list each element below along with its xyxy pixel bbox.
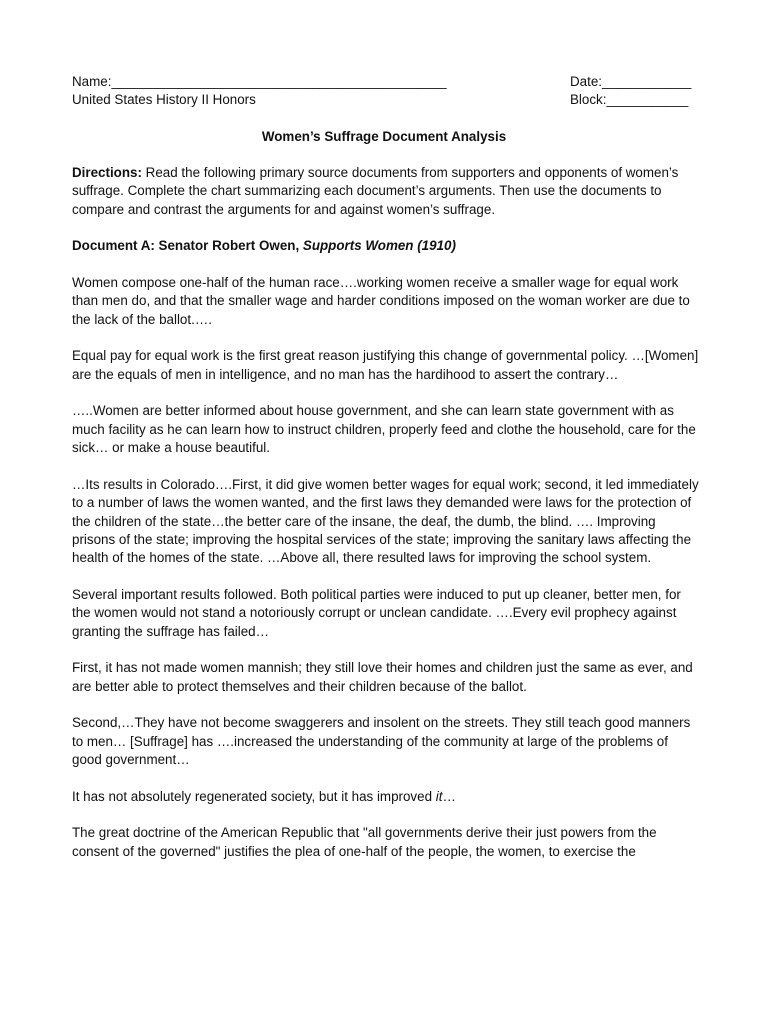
directions-paragraph bbox=[72, 164, 700, 219]
paragraph: …Its results in Colorado….First, it did give women better wages for equal work; second, it led immediately to a number of laws the women wanted, and the first laws they demanded were laws for the protection of the children of the state…the better care of the insane, the deaf, the dumb, the blind. …. Improving prisons of the state; improving the hospital services of the state; improving the sanitary laws affecting the health of the homes of the state. …Above all, there resulted laws for improving the school system. bbox=[72, 476, 699, 566]
improved-paragraph bbox=[72, 788, 700, 806]
document-a-heading bbox=[72, 237, 700, 255]
improved-suffix: … bbox=[442, 788, 456, 804]
document-a-heading-prefix: Document A: Senator Robert Owen, bbox=[72, 238, 303, 254]
improved-italic: it bbox=[435, 788, 443, 804]
improved-prefix: It has not absolutely regenerated society, but it has improved bbox=[72, 788, 436, 804]
course-name: United States History II Honors bbox=[72, 92, 256, 107]
directions-label: Directions: bbox=[72, 165, 142, 180]
name-field: Name:_____________________________________________ bbox=[72, 74, 447, 89]
last-paragraph: The great doctrine of the American Republic that "all governments derive their just powers from the consent of the governed" justifies the plea of one-half of the people, the women, to exercise the bbox=[72, 825, 657, 859]
paragraph: First, it has not made women mannish; they still love their homes and children just the same as ever, and are better able to protect themselves and their children because of the ballot. bbox=[72, 660, 693, 694]
document-a-heading-italic: Supports Women (1910) bbox=[302, 238, 456, 254]
directions-text: Read the following primary source documents from supporters and opponents of women’s suffrage. Complete the chart summarizing each document’s arguments. Then use the documents to compare and contrast the arguments for and against women’s suffrage. bbox=[72, 165, 679, 217]
block-field: Block:___________ bbox=[570, 92, 689, 107]
paragraph: Several important results followed. Both political parties were induced to put up cleaner, better men, for the women would not stand a notoriously corrupt or unclean candidate. ….Every evil prophecy against granting the suffrage has failed… bbox=[72, 587, 681, 639]
paragraph: Equal pay for equal work is the first great reason justifying this change of governmental policy. …[Women] are the equals of men in intelligence, and no man has the hardihood to assert the contrary… bbox=[72, 348, 699, 382]
paragraph: Second,…They have not become swaggerers and insolent on the streets. They still teach good manners to men… [Suffrage] has ….increased the understanding of the community at large of the problems of good government… bbox=[72, 715, 691, 768]
paragraph: …..Women are better informed about house government, and she can learn state government with as much facility as he can learn how to instruct children, properly feed and clothe the household, care for the sick… or make a house beautiful. bbox=[72, 403, 696, 456]
paragraph: Women compose one-half of the human race….working women receive a smaller wage for equal work than men do, and that the smaller wage and harder conditions imposed on the woman worker are due to the lack of the ballot.…. bbox=[72, 275, 690, 327]
page-title: Women’s Suffrage Document Analysis bbox=[261, 129, 507, 144]
document-body bbox=[72, 164, 700, 879]
date-field: Date:____________ bbox=[570, 74, 692, 89]
